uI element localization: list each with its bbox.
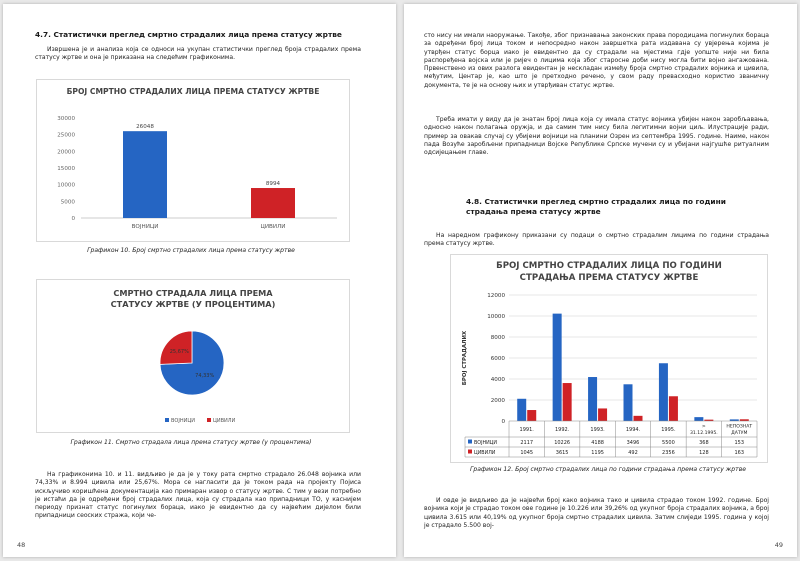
y-tick-label: 8000 [490,335,505,341]
table-value: 492 [628,450,638,456]
table-value: 1195 [591,450,604,456]
table-value: 10226 [554,440,571,446]
y-tick-label: 10000 [487,314,505,320]
table-value: 2356 [662,450,675,456]
y-tick-label: 0 [501,419,505,425]
y-tick-label: 2000 [490,398,505,404]
bar-civilians [527,410,536,421]
table-value: 128 [699,450,709,456]
right-page [404,4,797,557]
bar-civilians [251,188,295,218]
table-value: 4188 [591,440,604,446]
intro-paragraph-left: Извршена је и анализа која се односи на укупан статистички преглед броја страдалих према статусу жртве и она је приказана на следећим графиконима. [35,46,361,62]
legend-swatch [207,418,211,422]
y-tick-label: 10000 [57,182,75,189]
bar-civilians [634,416,643,421]
y-axis-title: БРОЈ СТРАДАЛИХ [462,330,468,386]
y-tick-label: 6000 [490,356,505,362]
legend-swatch [468,440,472,444]
bar-civilians [563,383,572,421]
page-number-right: 49 [774,541,783,549]
section-heading-4-8: 4.8. Статистички преглед смртно страдалих лица по години страдања према статусу жртве [466,197,726,216]
category-label: 1993. [590,427,605,433]
bar-soldiers [553,314,562,421]
intro-paragraph-right: На наредном графикону приказани су подаци о смртно страдалим лицима по години страдања према статусу жртве. [424,232,769,248]
pie-data-label: 74,33% [195,373,215,380]
chart-12 [450,254,768,463]
chart-10-title: БРОЈ СМРТНО СТРАДАЛИХ ЛИЦА ПРЕМА СТАТУСУ ЖРТВЕ [66,87,320,96]
pie-slice-civilians [160,331,192,364]
y-tick-label: 12000 [487,293,505,299]
table-value: 153 [734,440,745,446]
pie-data-label: 25,67% [169,348,189,355]
y-tick-label: 30000 [57,116,75,122]
table-value: 2117 [520,440,534,446]
category-label: 1995. [661,427,676,433]
series-label: ЦИВИЛИ [474,451,496,456]
bar-civilians [740,419,749,421]
y-tick-label: 5000 [60,199,75,206]
category-label: 1994. [625,427,641,433]
legend-label: ВОЈНИЦИ [171,418,195,424]
caption-chart-11: Графикон 11. Смртно страдала лица према статусу жртве (у процентима) [70,439,312,446]
category-label: НЕПОЗНАТ [726,424,753,430]
legend-swatch [165,418,169,422]
bar-civilians [669,396,678,421]
table-value: 3496 [626,440,640,446]
chart-10-plot [37,80,349,241]
x-tick-label: ВОЈНИЦИ [131,224,159,230]
bar-soldiers [659,363,668,421]
legend-swatch [468,450,472,454]
data-label: 26048 [136,124,154,131]
table-value: 368 [699,440,709,446]
table-value: 1045 [520,450,534,456]
x-tick-label: ЦИВИЛИ [260,224,286,230]
bar-soldiers [588,377,597,421]
chart-11-title: СМРТНО СТРАДАЛА ЛИЦА ПРЕМА СТАТУСУ ЖРТВЕ (У ПРОЦЕНТИМА) [110,288,276,309]
y-tick-label: 20000 [57,149,75,156]
left-page [3,4,396,557]
chart-12-title: БРОЈ СМРТНО СТРАДАЛИХ ЛИЦА ПО ГОДИНИ СТРАДАЊА ПРЕМА СТАТУСУ ЖРТВЕ [496,261,722,283]
body-paragraph-left: На графиконима 10. и 11. видљиво је да је у току рата смртно страдало 26.048 војника или 74,33% и 8.994 цивила или 25,67%. Мора се нагласити да је током рада на пројекту Појиса искључиво коришћена документација као примаран извор о статусу жртве. С тим у вези потребно је истаћи да је одређени број страдалих лица, која су страдала као припадници ТО, у каснијем периоду признат статус погинулих бораца, иако је евидентно да су највећим дијелом били припадници сеоских стража, који че- [35,471,361,520]
table-value: 5500 [662,440,675,446]
category-label: 31.12.1995. [689,431,718,436]
chart-11 [36,279,350,433]
category-label: ДАТУМ [731,431,748,436]
caption-chart-12: Графикон 12. Број смртно страдалих лица по години страдања према статусу жртве [469,466,747,473]
chart-10 [36,79,350,242]
series-label: ВОЈНИЦИ [474,441,497,446]
section-heading-4-7: 4.7. Статистички преглед смртно страдалих лица према статусу жртве [35,30,342,39]
bar-soldiers [624,384,633,421]
bar-civilians [598,408,607,421]
continued-paragraph-right: сто нису ни имали наоружање. Такође, због признавања законских права породицама погинулих бораца за одређени број лица током и непосредно након завршетка рата издавана су увјерења којима је утврђен статус борца иако је евидентно да су страдали на мјестима гдје уопште није ни била распоређена војска или је ријеч о лицима која због старосне доби нису могла бити војно ангажована. Првенствено из ових разлога евидентан је нескладан између броја смртно страдалих војника и цивила, међутим, Центар је, као што је претходно речено, у свом раду превасходно користио званичну документа, те је на основу њих и утврђиван статус жртве. [424,32,769,89]
paragraph-ozren: Треба имати у виду да је знатан број лица која су имала статус војника убијен након заробљавања, односно након полагања оружја, и да самим тим нису била легитимни војни циљ. Илустрације ради, пример за овакав случај су убијени војници на планини Озрен из септембра 1995. године. Наиме, након пада Возуће заробљени припадници Војске Републике Српске мучени су и убијани најгушће ритуалним одсијецањем главе. [424,116,769,157]
table-value: 3615 [555,450,569,456]
page-number-left: 48 [17,541,26,549]
bar-soldiers [517,399,526,421]
caption-chart-10: Графикон 10. Број смртно страдалих лица према статусу жртве [87,247,295,254]
bar-soldiers [123,131,167,218]
y-tick-label: 15000 [57,166,75,172]
y-tick-label: 25000 [57,132,75,139]
legend-label: ЦИВИЛИ [213,418,236,424]
table-value: 163 [734,450,745,456]
body-paragraph-right: И овде је видљиво да је највећи број како војника тако и цивила страдао током 1992. године. Број војника који је страдао током ове године је 10.226 или 39,26% од укупног броја страдалих војника, а број цивила 3.615 или 40,19% од укупног броја смртно страдалих цивила. Затим слиједи 1995. година у којој је страдало 5.500 вој- [424,497,769,529]
category-label: > [701,424,706,430]
chart-12-plot [451,255,767,462]
data-label: 8994 [265,181,281,188]
y-tick-label: 0 [71,216,75,222]
y-tick-label: 4000 [490,377,505,383]
bar-soldiers [694,417,703,421]
category-label: 1992. [554,427,570,433]
category-label: 1991. [519,427,534,433]
